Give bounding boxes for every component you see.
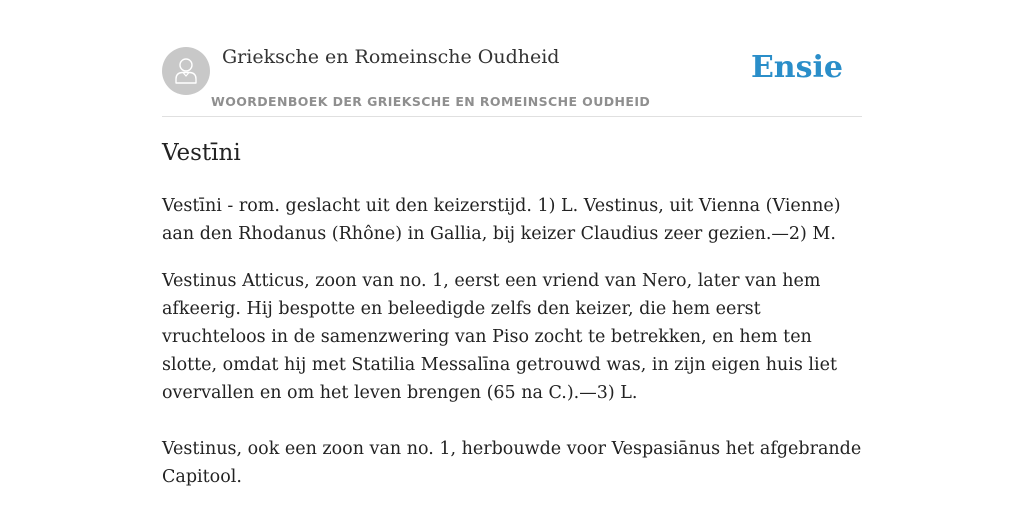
- source-title-link[interactable]: Grieksche en Romeinsche Oudheid: [222, 46, 560, 68]
- source-avatar[interactable]: [162, 47, 210, 95]
- entry-paragraph-2: Vestinus Atticus, zoon van no. 1, eerst een vriend van Nero, later van hem afkeerig. Hij bespotte en beleedigde zelfs den keizer, die hem eerst vruchteloos in de samenzwering van Piso zocht te betrekken, en hem ten slotte, omdat hij met Statilia Messalīna getrouwd was, in zijn eigen huis liet overvallen en om het leven brengen (65 na C.).—3) L.: [162, 271, 837, 403]
- user-icon: [174, 57, 198, 85]
- source-header: [162, 46, 862, 117]
- entry-paragraph-3: Vestinus, ook een zoon van no. 1, herbouwde voor Vespasiānus het afgebrande Capitool.: [162, 439, 862, 487]
- entry-paragraph-1: Vestīni - rom. geslacht uit den keizerstijd. 1) L. Vestinus, uit Vienna (Vienne) aan den Rhodanus (Rhône) in Gallia, bij keizer Claudius zeer gezien.—2) M.: [162, 196, 841, 244]
- entry-title: Vestīni: [162, 140, 241, 166]
- entry-body: [162, 192, 862, 510]
- source-subtitle: WOORDENBOEK DER GRIEKSCHE EN ROMEINSCHE OUDHEID: [211, 94, 651, 109]
- ensie-logo-link[interactable]: Ensie: [750, 50, 843, 85]
